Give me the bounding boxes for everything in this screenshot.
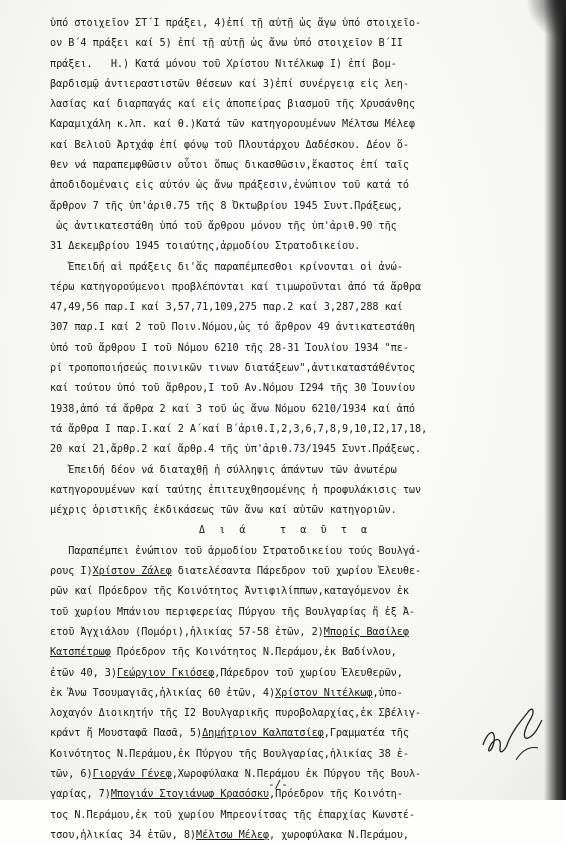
underlined-name: Χρίστον Νιτέλκωφ xyxy=(275,687,373,699)
text-segment: 20 καί 21,ἄρθρ.2 καί ἄρθρ.4 τῆς ὑπ'ἀριθ.73/1945 Συντ.Πράξεως. xyxy=(50,444,422,456)
text-line xyxy=(50,95,520,115)
text-segment: καί τούτου ὑπό τοῦ ἄρθρου,Ι τοῦ Αν.Νόμου Ι294 τῆς 30 Ἰουνίου xyxy=(50,383,416,395)
text-line xyxy=(50,278,520,298)
text-segment: Παραπέμπει ἐνώπιον τοῦ ἁρμοδίου Στρατοδικείου τούς Βουλγά- xyxy=(50,545,422,557)
text-line xyxy=(50,258,520,278)
text-segment: ,ὑπο- xyxy=(372,687,403,699)
text-segment: τέρω κατηγορούμενοι προβλέπονται καί τιμωροῦνται ἀπό τά ἄρθρα xyxy=(50,281,422,293)
text-line xyxy=(50,724,520,744)
handwritten-signature xyxy=(478,690,548,770)
text-line xyxy=(50,745,520,765)
text-line xyxy=(50,420,520,440)
text-segment: ἐτῶν 40, 3) xyxy=(50,667,117,679)
text-line xyxy=(50,664,520,684)
text-line xyxy=(50,806,520,826)
text-segment: 1938,ἀπό τά ἄρθρα 2 καί 3 τοῦ ὡς ἄνω Νόμου 6210/1934 καί ἀπό xyxy=(50,403,416,415)
text-segment: διατελέσαντα Πάρεδρον τοῦ χωρίου Ἐλευθε- xyxy=(171,566,422,578)
text-segment: ὑπό τοῦ ἄρθρου Ι τοῦ Νόμου 6210 τῆς 28-31 Ἰουλίου 1934 "πε- xyxy=(50,342,409,354)
text-segment: Δ ι ά τ α ῦ τ α xyxy=(198,525,372,537)
text-line xyxy=(50,400,520,420)
text-segment: τος Ν.Περάμου,ἐκ τοῦ χωρίου Μπρεονίτσας τῆς ἐπαρχίας Κωνστέ- xyxy=(50,809,416,821)
text-segment: Καραμιχάλη κ.λπ. καί θ.)Κατά τῶν κατηγορουμένων Μέλτσω Μέλεφ xyxy=(50,119,416,131)
text-segment: ον Β΄4 πράξει καί 5) ἐπί τῇ αὐτῇ ὡς ἄνω ὑπό στοιχεῖον Β΄ΙΙ xyxy=(50,38,403,50)
text-segment: τοῦ χωρίου Μπάνιου περιφερείας Πύργου τῆς Βουλγαρίας ἤ ἐξ Ἀ- xyxy=(50,606,416,618)
text-line xyxy=(50,197,520,217)
scan-corner-shadow xyxy=(526,0,566,40)
text-line xyxy=(50,440,520,460)
text-segment: ετοῦ Ἀγχιάλου (Πομόρι),ἡλικίας 57-58 ἐτῶν, 2) xyxy=(50,626,324,638)
text-line xyxy=(50,298,520,318)
text-segment: ,Πρόεδρον τῆς Κοινότη- xyxy=(269,789,403,801)
text-line xyxy=(50,339,520,359)
text-segment: κράντ ἤ Μουσταφᾶ Πασᾶ, 5) xyxy=(50,728,203,740)
underlined-name: Χρίστον Ζάλεφ xyxy=(92,566,172,578)
text-segment: ,Πάρεδρον τοῦ χωρίου Ἐλευθερῶν, xyxy=(214,667,403,679)
text-segment: ρῶν καί Πρόεδρον τῆς Κοινότητος Ἀντιφιλίππων,καταγόμενον ἐκ xyxy=(50,586,409,598)
text-segment: ρους Ι) xyxy=(50,566,93,578)
underlined-name: Μέλτσω Μέλεφ xyxy=(196,829,270,841)
text-segment: κατηγορουμένων καί ταύτης ἐπιτευχθησομένης ἡ προφυλάκισις των xyxy=(50,484,422,496)
text-segment: τσου,ἡλικίας 34 ἐτῶν, 8) xyxy=(50,829,197,841)
text-segment: θεν νά παραπεμφθῶσιν οὗτοι ὅπως δικασθῶσιν,ἕκαστος ἐπί ταῖς xyxy=(50,160,409,172)
text-segment: , χωροφύλακα Ν.Περάμου, xyxy=(269,829,409,841)
text-segment: 31 Δεκεμβρίου 1945 τοιαύτης,ἁρμοδίου Στρατοδικείου. xyxy=(50,241,361,253)
text-line xyxy=(50,156,520,176)
text-line xyxy=(50,379,520,399)
text-line xyxy=(50,14,520,34)
text-line xyxy=(50,359,520,379)
underlined-name: Μπογιάν Στογιάνωφ Κρασόσκυ xyxy=(110,789,270,801)
text-line xyxy=(50,643,520,663)
text-line xyxy=(50,55,520,75)
scan-edge-shadow xyxy=(544,0,566,800)
underlined-name: Κατσπέτρωφ xyxy=(50,647,111,659)
text-line xyxy=(50,582,520,602)
underlined-name: Γεώργιον Γκιόσεφ xyxy=(116,667,215,679)
underlined-name: Μπορίς Βασίλεφ xyxy=(323,626,409,638)
text-segment: ,Γραμματέα τῆς xyxy=(323,728,409,740)
text-segment: τῶν, 6) xyxy=(50,768,93,780)
text-segment: ὡς ἀντικατεστάθη ὑπό τοῦ ἄρθρου μόνου τῆς ὑπ'ἀριθ.90 τῆς xyxy=(50,220,397,232)
text-line xyxy=(50,542,520,562)
document-body xyxy=(50,14,520,846)
text-line xyxy=(50,34,520,54)
underlined-name: Γιοργάν Γένεφ xyxy=(92,768,172,780)
text-line xyxy=(50,501,520,521)
text-segment: Κοινότητος Ν.Περάμου,ἐκ Πύργου τῆς Βουλγαρίας,ἡλικίας 38 ἐ- xyxy=(50,748,409,760)
text-line xyxy=(50,217,520,237)
underlined-name: Δημήτριον Καλπατσίεφ xyxy=(202,728,324,740)
text-segment: πράξει. Η.) Κατά μόνου τοῦ Χρίστου Νιτέλκωφ Ι) ἐπί βομ- xyxy=(50,58,397,70)
text-segment: καί Βελιοῦ Ἀρτχάφ ἐπί φόνῳ τοῦ Πλουτάρχου Δαδέσκου. Δέον ὅ- xyxy=(50,139,409,151)
text-segment: Ἐπειδή αἱ πράξεις δι'ἅς παραπέμπεσθοι κρίνονται οἱ ἀνώ- xyxy=(50,261,403,273)
text-line xyxy=(50,237,520,257)
text-line xyxy=(50,684,520,704)
text-segment: λοχαγόν Διοικητήν τῆς Ι2 Βουλγαρικῆς πυροβολαρχίας,ἐκ Σβέλιγ- xyxy=(50,708,422,720)
text-line xyxy=(50,75,520,95)
text-segment: γαρίας, 7) xyxy=(50,789,111,801)
section-heading xyxy=(50,521,520,541)
text-segment: ἄρθρον 7 τῆς ὑπ'ἀριθ.75 τῆς 8 Ὀκτωβρίου 1945 Συντ.Πράξεως, xyxy=(50,200,403,212)
text-line xyxy=(50,136,520,156)
text-segment: ,Χωροφύλακα Ν.Περάμου ἐκ Πύργου τῆς Βουλ- xyxy=(171,768,422,780)
text-line xyxy=(50,481,520,501)
text-line xyxy=(50,826,520,846)
text-segment: ρί τροποποιήσεώς ποινικῶν τινων διατάξεων",ἀντικαταστάθέντος xyxy=(50,363,416,375)
text-segment: τά ἄρθρα Ι παρ.Ι.καί 2 Α΄καί Β΄ἀριθ.Ι,2,3,6,7,8,9,10,Ι2,17,18, xyxy=(50,423,428,435)
text-segment: 47,49,56 παρ.Ι καί 3,57,71,109,275 παρ.2 καί 3,287,288 καί xyxy=(50,302,403,314)
text-line xyxy=(50,318,520,338)
text-segment: μέχρις ὁριστικῆς ἐκδικάσεως τῶν ἄνω καί αὐτῶν κατηγοριῶν. xyxy=(50,505,397,517)
text-segment: ἀποδιδομέναις εἰς αὐτόν ὡς ἄνω πράξεσιν,ἐνώπιον τοῦ κατά τό xyxy=(50,180,409,192)
text-line xyxy=(50,115,520,135)
text-line xyxy=(50,176,520,196)
page-continuation-mark: -/- xyxy=(268,778,288,791)
text-segment: ὑπό στοιχεῖον ΣΤ΄Ι πράξει, 4)ἐπί τῇ αὐτῇ ὡς ἄγω ὑπό στοιχεῖο- xyxy=(50,18,422,29)
text-segment: ἐκ Ἄνω Τσουμαγιᾶς,ἡλικίας 60 ἐτῶν, 4) xyxy=(50,687,276,699)
text-line xyxy=(50,562,520,582)
text-line xyxy=(50,623,520,643)
text-line xyxy=(50,461,520,481)
text-segment: βαρδισμῷ ἀντιεραστιστῶν θέσεων καί 3)ἐπί συνέργειᾳ εἰς λεη- xyxy=(50,78,409,90)
text-line xyxy=(50,704,520,724)
text-segment: Ἐπειδή δέον νά διαταχθῇ ἡ σύλληψις ἁπάντων τῶν ἀνωτέρω xyxy=(50,464,397,476)
text-segment: 307 παρ.Ι καί 2 τοῦ Ποιν.Νόμου,ὡς τό ἄρθρον 49 ἀντικατεστάθη xyxy=(50,322,416,334)
text-segment: Πρόεδρον τῆς Κοινότητος Ν.Περάμου,ἐκ Βαδίνλου, xyxy=(110,647,397,659)
text-line xyxy=(50,603,520,623)
text-segment: λασίας καί διαρπαγάς καί εἰς ἀποπείρας βιασμοῦ τῆς Χρυσάνθης xyxy=(50,99,416,111)
